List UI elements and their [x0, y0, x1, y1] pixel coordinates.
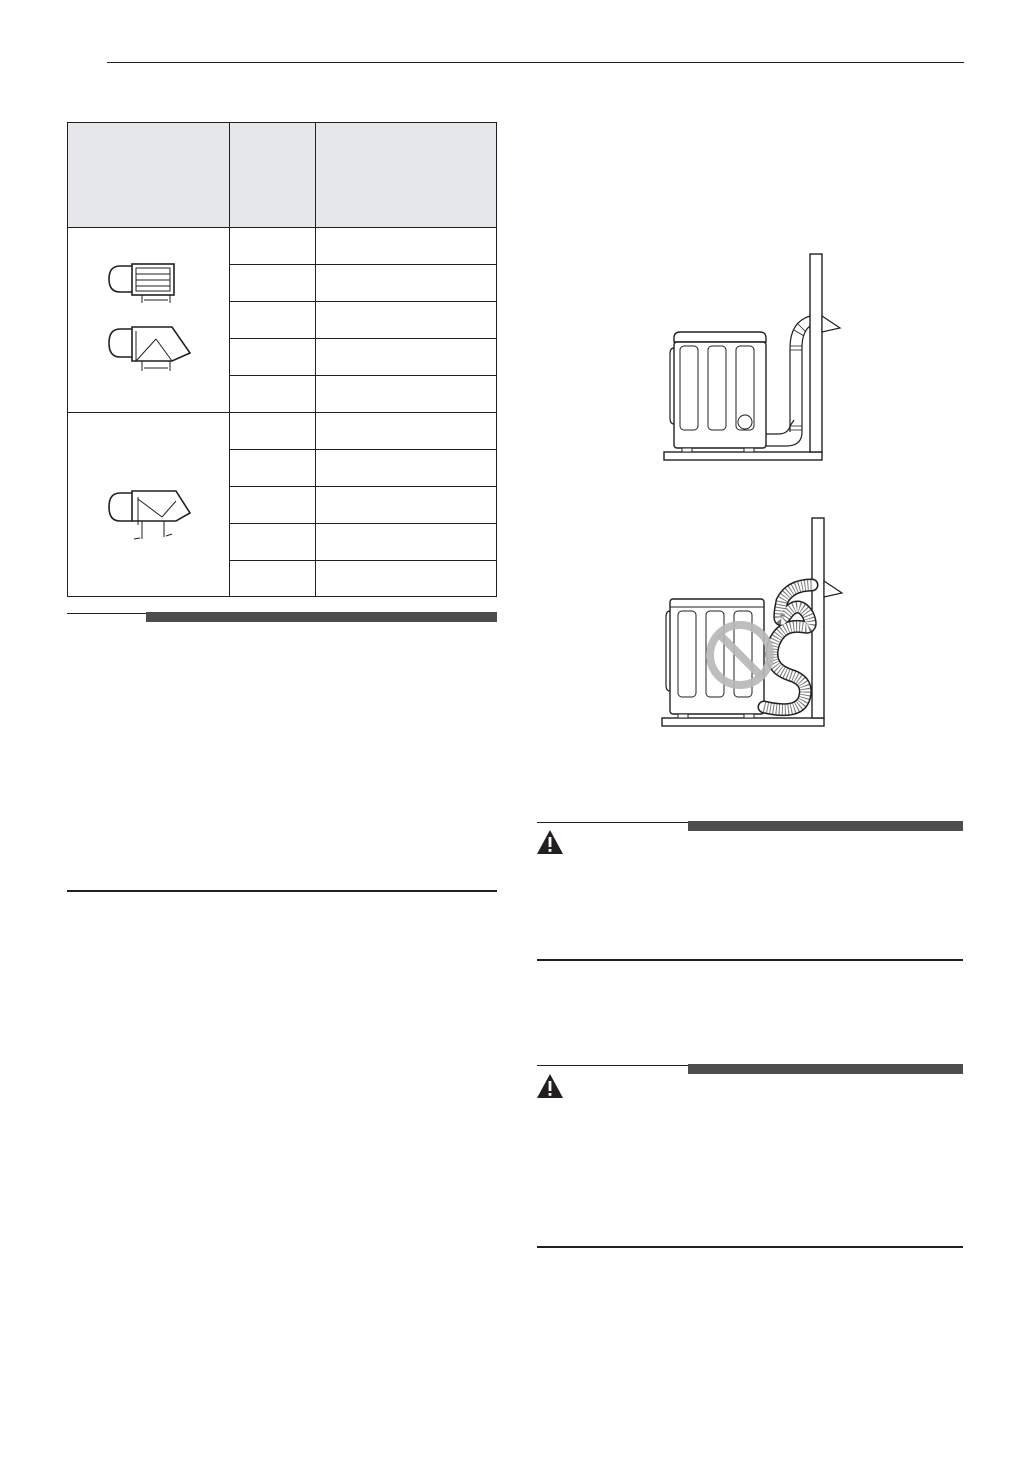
row-divider [229, 301, 496, 302]
column-divider [229, 123, 230, 596]
row-divider [229, 264, 496, 265]
warning-end-rule [537, 1246, 963, 1248]
table-header-row [68, 123, 496, 228]
vent-hood-table [67, 122, 497, 597]
warning-rule [537, 822, 689, 823]
dryer-straight-duct-illustration [660, 250, 850, 462]
warning-triangle-icon [535, 1072, 565, 1100]
row-divider [229, 560, 496, 561]
warning-triangle-icon [535, 828, 565, 856]
row-divider [229, 523, 496, 524]
row-divider [229, 449, 496, 450]
column-divider [315, 123, 316, 596]
warning-bar [688, 1064, 963, 1074]
warning-bar [688, 821, 963, 831]
angled-hood-icon [106, 487, 196, 545]
section-rule [67, 613, 147, 614]
dryer-crushed-duct-illustration [658, 515, 850, 729]
warning-rule [537, 1065, 689, 1066]
section-end-rule [67, 890, 497, 892]
row-divider [229, 486, 496, 487]
group-divider [68, 412, 496, 413]
header-rule [107, 62, 964, 63]
warning-end-rule [537, 959, 963, 961]
louvered-hood-icon [106, 261, 176, 303]
section-bar [146, 612, 497, 622]
row-divider [229, 338, 496, 339]
box-hood-icon [106, 323, 194, 375]
row-divider [229, 375, 496, 376]
